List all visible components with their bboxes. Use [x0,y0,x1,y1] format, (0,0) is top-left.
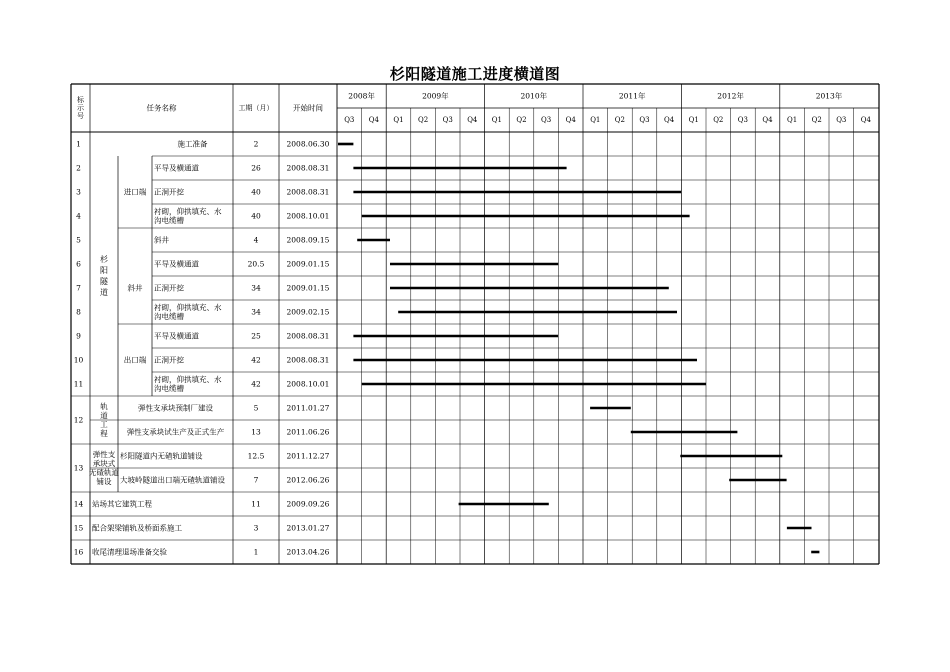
task-name: 衬砌，仰拱填充、水 [154,375,222,384]
quarter-label: Q3 [639,116,650,124]
duration: 4 [253,235,259,245]
start-date: 2008.10.01 [286,379,330,389]
group-track: 工 [100,420,108,429]
duration: 42 [251,379,261,389]
start-date: 2011.12.27 [286,451,330,461]
row-no: 1 [76,139,81,149]
task-name: 衬砌，仰拱填充、水 [154,207,222,216]
task-name: 站场其它建筑工程 [92,499,152,509]
row-no: 10 [73,355,84,365]
group-track: 程 [100,429,108,438]
quarter-label: Q3 [737,116,749,124]
quarter-label: Q2 [811,116,822,124]
quarter-label: Q2 [516,116,527,124]
group-tunnel: 隧 [100,277,108,286]
row-no: 9 [76,331,81,341]
header-no: 标 [77,96,84,104]
start-date: 2008.08.31 [286,163,330,173]
quarter-label: Q4 [467,116,478,124]
year-label: 2012年 [717,91,744,101]
task-name: 收尾清理退场准备交验 [92,547,167,557]
task-name: 斜井 [154,235,169,245]
quarter-label: Q4 [565,116,576,124]
duration: 5 [253,403,259,413]
duration: 40 [251,187,261,197]
quarter-label: Q1 [590,116,601,124]
duration: 12.5 [247,451,265,461]
start-date: 2013.01.27 [286,523,330,533]
header-duration: 工期（月） [238,104,274,112]
task-name: 沟电缆槽 [154,312,184,321]
quarter-label: Q3 [344,116,355,124]
year-label: 2013年 [815,91,843,101]
group-ballastless: 铺设 [96,477,112,486]
start-date: 2009.01.15 [286,259,330,269]
quarter-label: Q2 [713,116,724,124]
task-name: 正洞开挖 [154,355,184,365]
row-no: 2 [76,163,81,173]
task-name: 沟电缆槽 [154,216,184,225]
duration: 11 [251,499,261,509]
year-label: 2008年 [348,91,375,101]
task-name: 正洞开挖 [154,187,184,197]
task-name: 平导及横通道 [154,163,199,173]
task-name: 沟电缆槽 [154,384,184,393]
header-no: 示 [77,104,84,112]
year-label: 2011年 [618,91,646,101]
start-date: 2008.08.31 [286,331,330,341]
start-date: 2011.01.27 [286,403,330,413]
quarter-label: Q1 [393,116,404,124]
quarter-label: Q1 [786,116,798,124]
start-date: 2008.08.31 [286,355,330,365]
duration: 34 [251,307,261,317]
group-track: 轨 [100,402,108,411]
header-start: 开始时间 [293,103,323,113]
start-date: 2009.01.15 [286,283,330,293]
start-date: 2008.06.30 [286,139,330,149]
year-label: 2010年 [520,91,548,101]
row-no: 7 [76,283,81,293]
group-exit: 出口端 [123,355,147,365]
task-name: 配合架梁铺轨及桥面系施工 [92,523,182,533]
row-no: 8 [76,307,81,317]
quarter-label: Q2 [417,116,429,124]
task-name: 正洞开挖 [154,283,184,293]
duration: 26 [251,163,261,173]
task-name: 施工准备 [177,139,208,149]
row-no: 15 [73,523,84,533]
duration: 25 [251,331,261,341]
group-ballastless: 承块式 [92,459,116,468]
row-no: 14 [73,499,84,509]
header-task: 任务名称 [146,103,177,113]
quarter-label: Q3 [540,116,552,124]
group-ballastless: 弹性支 [92,450,116,459]
group-tunnel: 阳 [100,266,108,275]
start-date: 2011.06.26 [286,427,330,437]
duration: 1 [253,547,259,557]
quarter-label: Q4 [762,116,773,124]
task-name: 弹性支承块试生产及正式生产 [126,427,225,437]
duration: 42 [251,355,261,365]
task-name: 弹性支承块预制厂建设 [138,403,213,413]
quarter-label: Q4 [663,116,675,124]
quarter-label: Q3 [442,116,453,124]
group-incline: 斜井 [127,283,143,293]
quarter-label: Q1 [491,116,503,124]
group-ballastless: 无碴轨道 [89,468,119,477]
page-title: 杉阳隧道施工进度横道图 [389,65,561,83]
start-date: 2013.04.26 [286,547,330,557]
start-date: 2009.09.26 [286,499,330,509]
duration: 7 [253,475,259,485]
group-track: 道 [100,411,108,420]
table-labels [74,91,872,557]
task-name: 大坡岭隧道出口端无碴轨道铺设 [120,475,225,485]
table-grid [71,84,879,564]
duration: 34 [251,283,261,293]
task-name: 平导及横通道 [154,331,199,341]
start-date: 2008.08.31 [286,187,330,197]
row-no: 3 [76,187,81,197]
start-date: 2012.06.26 [286,475,330,485]
year-label: 2009年 [422,91,449,101]
row-no: 5 [76,235,81,245]
group-tunnel: 道 [100,288,108,297]
task-name: 杉阳隧道内无碴轨道铺设 [120,451,203,461]
group-entry: 进口端 [123,187,147,197]
duration: 13 [251,427,261,437]
start-date: 2008.10.01 [286,211,330,221]
row-no: 11 [73,379,84,389]
duration: 3 [253,523,259,533]
quarter-label: Q4 [368,116,380,124]
quarter-label: Q2 [614,116,626,124]
quarter-label: Q1 [688,116,699,124]
row-no: 13 [73,463,84,473]
duration: 40 [251,211,261,221]
start-date: 2009.02.15 [286,307,330,317]
group-tunnel: 杉 [100,255,108,264]
row-no: 6 [76,259,81,269]
task-name: 衬砌，仰拱填充、水 [154,303,222,312]
start-date: 2008.09.15 [286,235,330,245]
quarter-label: Q3 [836,116,847,124]
row-no: 12 [73,415,84,425]
duration: 20.5 [247,259,265,269]
quarter-label: Q4 [860,116,872,124]
duration: 2 [253,139,259,149]
row-no: 16 [73,547,84,557]
row-no: 4 [76,211,81,221]
task-name: 平导及横通道 [154,259,199,269]
header-no: 号 [77,112,84,120]
